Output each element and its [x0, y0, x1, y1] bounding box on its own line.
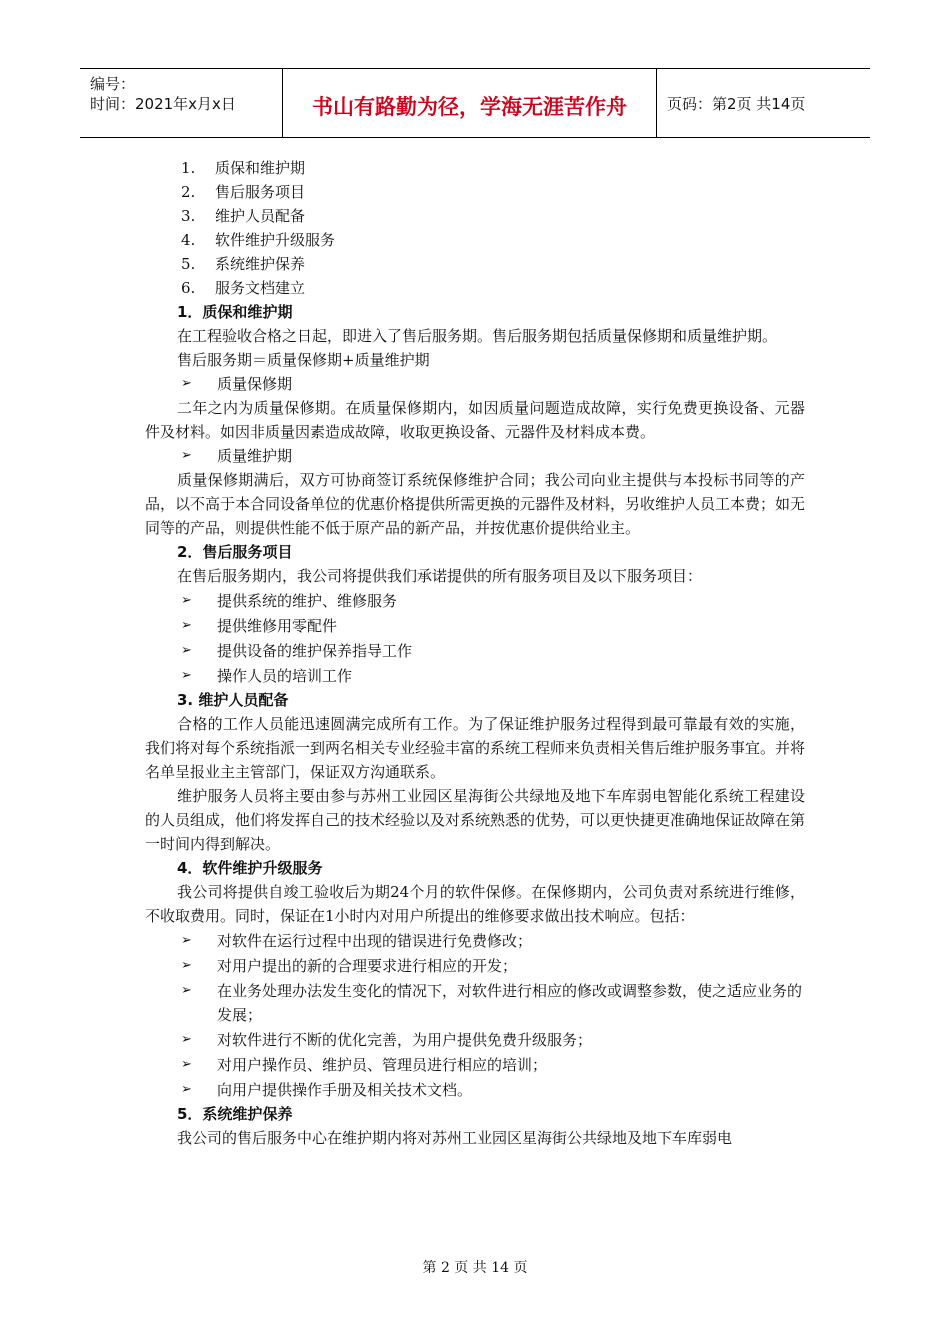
time-label: 时间：2021年x月x日 [90, 95, 236, 113]
bullet-item: ➢ 提供维修用零配件 [145, 614, 805, 638]
arrow-bullet-icon: ➢ [181, 593, 192, 608]
paragraph: 二年之内为质量保修期。在质量保修期内，如因质量问题造成故障，实行免费更换设备、元器件及材料。如因非质量因素造成故障，收取更换设备、元器件及材料成本费。 [145, 399, 805, 441]
paragraph: 我公司的售后服务中心在维护期内将对苏州工业园区星海街公共绿地及地下车库弱电 [177, 1129, 733, 1147]
table-of-contents [145, 156, 805, 300]
bullet-item: ➢ 提供设备的维护保养指导工作 [145, 639, 805, 663]
page-code: 页码：第2页 共14页 [667, 95, 806, 113]
header-motto-cell [283, 69, 657, 137]
arrow-bullet-icon: ➢ [181, 668, 192, 683]
toc-item: 1. 质保和维护期 [181, 159, 306, 177]
bullet-item: ➢ 操作人员的培训工作 [145, 664, 805, 688]
bullet-item: ➢ 质量维护期 [145, 444, 805, 468]
section-heading: 4．软件维护升级服务 [177, 859, 323, 877]
bullet-item: ➢ 提供系统的维护、维修服务 [145, 589, 805, 613]
toc-item: 6. 服务文档建立 [181, 279, 306, 297]
toc-item: 5. 系统维护保养 [181, 255, 306, 273]
header-info-cell [80, 69, 283, 137]
section-heading: 1．质保和维护期 [177, 303, 293, 321]
arrow-bullet-icon: ➢ [181, 933, 192, 948]
number-label: 编号： [90, 75, 136, 93]
bullet-item: ➢ 质量保修期 [145, 372, 805, 396]
paragraph: 在工程验收合格之日起，即进入了售后服务期。售后服务期包括质量保修期和质量维护期。 [177, 327, 778, 345]
arrow-bullet-icon: ➢ [181, 618, 192, 633]
arrow-bullet-icon: ➢ [181, 376, 192, 391]
paragraph: 在售后服务期内，我公司将提供我们承诺提供的所有服务项目及以下服务项目： [177, 567, 703, 585]
bullet-item: ➢ 对用户提出的新的合理要求进行相应的开发； [145, 954, 805, 978]
page-footer: 第 2 页 共 14 页 [422, 1260, 528, 1276]
arrow-bullet-icon: ➢ [181, 1082, 192, 1097]
paragraph: 售后服务期＝质量保修期+质量维护期 [177, 351, 430, 369]
page-header [80, 68, 870, 138]
bullet-item: ➢ 向用户提供操作手册及相关技术文档。 [145, 1078, 805, 1102]
arrow-bullet-icon: ➢ [181, 958, 192, 973]
arrow-bullet-icon: ➢ [181, 643, 192, 658]
arrow-bullet-icon: ➢ [181, 1057, 192, 1072]
bullet-item: ➢ 对软件进行不断的优化完善，为用户提供免费升级服务； [145, 1028, 805, 1052]
paragraph: 我公司将提供自竣工验收后为期24个月的软件保修。在保修期内，公司负责对系统进行维修，不收取费用。同时，保证在1小时内对用户所提出的维修要求做出技术响应。包括： [145, 883, 805, 925]
paragraph: 合格的工作人员能迅速圆满完成所有工作。为了保证维护服务过程得到最可靠最有效的实施，我们将对每个系统指派一到两名相关专业经验丰富的系统工程师来负责相关售后维护服务事宜。并将名单呈报业主主管部门，保证双方沟通联系。 [145, 715, 806, 781]
section-heading: 2．售后服务项目 [177, 543, 293, 561]
section-heading: 3. 维护人员配备 [177, 691, 289, 709]
bullet-item: ➢ 在业务处理办法发生变化的情况下，对软件进行相应的修改或调整参数，使之适应业务的发展； [145, 979, 805, 1027]
arrow-bullet-icon: ➢ [181, 1032, 192, 1047]
document-body [145, 156, 805, 1150]
toc-item: 3. 维护人员配备 [181, 207, 306, 225]
paragraph: 质量保修期满后，双方可协商签订系统保修维护合同；我公司向业主提供与本投标书同等的产品，以不高于本合同设备单位的优惠价格提供所需更换的元器件及材料，另收维护人员工本费；如无同等的产品，则提供性能不低于原产品的新产品，并按优惠价提供给业主。 [145, 471, 806, 537]
bullet-item: ➢ 对软件在运行过程中出现的错误进行免费修改； [145, 929, 805, 953]
arrow-bullet-icon: ➢ [181, 983, 192, 998]
paragraph: 维护服务人员将主要由参与苏州工业园区星海街公共绿地及地下车库弱电智能化系统工程建设的人员组成，他们将发挥自己的技术经验以及对系统熟悉的优势，可以更快捷更准确地保证故障在第一时间内得到解决。 [145, 787, 806, 853]
toc-item: 4. 软件维护升级服务 [181, 231, 336, 249]
toc-item: 2. 售后服务项目 [181, 183, 306, 201]
section-heading: 5．系统维护保养 [177, 1105, 293, 1123]
motto-text: 书山有路勤为径，学海无涯苦作舟 [312, 95, 627, 119]
arrow-bullet-icon: ➢ [181, 448, 192, 463]
bullet-item: ➢ 对用户操作员、维护员、管理员进行相应的培训； [145, 1053, 805, 1077]
header-page-cell [657, 69, 870, 137]
